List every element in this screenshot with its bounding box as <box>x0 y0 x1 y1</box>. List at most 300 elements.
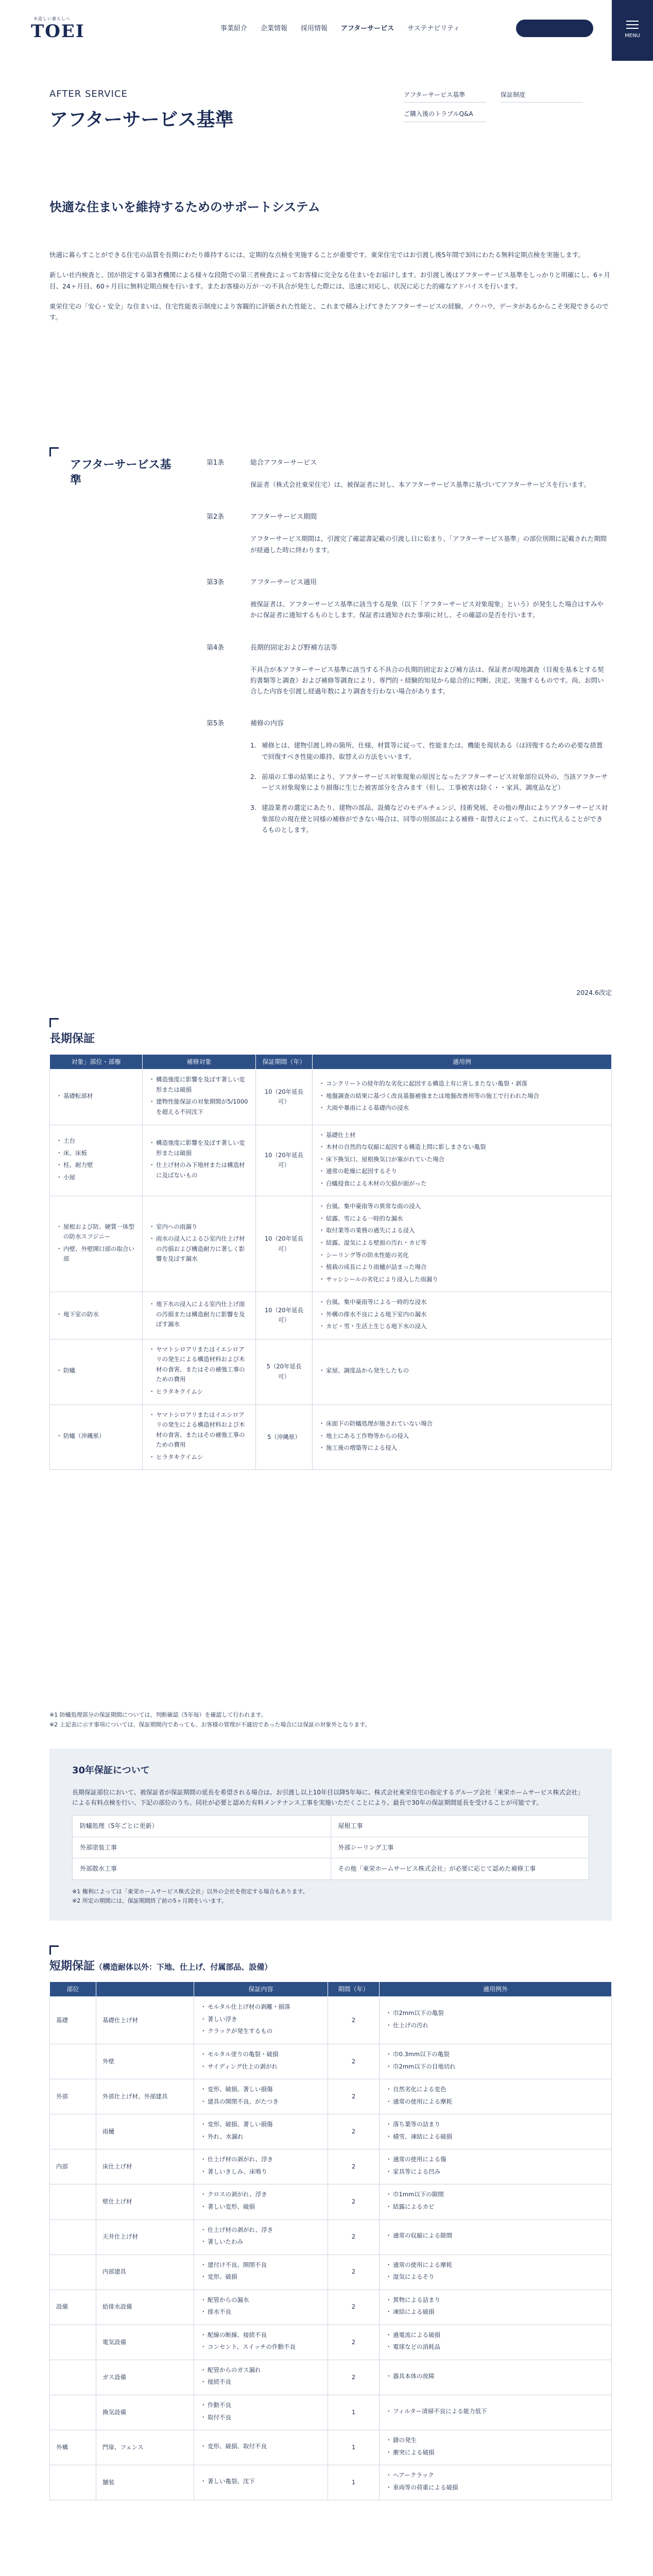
bullet-item: ・ 防蟻（沖縄県） <box>56 1431 136 1442</box>
examples-cell <box>380 2079 612 2114</box>
bullet-item: ・ 巾2mm以下の目地切れ <box>386 2062 605 2072</box>
part-cell <box>50 1070 143 1125</box>
table-row <box>50 1125 612 1196</box>
target-cell <box>194 2219 328 2255</box>
global-nav <box>220 23 460 35</box>
period-cell: 2 <box>328 2184 380 2219</box>
bullet-item: ・ 柱、耐力壁 <box>56 1160 136 1171</box>
article-title: 総合アフターサービス <box>250 459 317 467</box>
target-cell <box>194 2184 328 2219</box>
short-warranty-table <box>49 1981 612 2500</box>
thirty-year-box <box>49 1749 612 1921</box>
table-row <box>50 2184 612 2219</box>
article-item: 2. 前項の工事の結果により、アフターサービス対象現象の原因となったアフターサービス対象部位以外の、当該アフターサービス対象現象により損傷に生じた被害部分を含みます（但し、工事被害は除く・・家具、調度品など） <box>250 771 608 793</box>
thirty-year-body: 長期保証部位において、被保証者が保証期間の延長を希望される場合は、お引渡し以上10年目以降5年毎に、株式会社東栄住宅の指定するグループ会社「東栄ホームサービス株式会社」による有料点検を行い、下記の部位のうち、同社が必要と認めた有料メンテナンス工事を実施いただくことにより、最長で30年の保証期間延長を受けることが可能です。 <box>72 1788 584 1806</box>
bullet-item: ・ 取付業等の業務の過失による浸入 <box>319 1226 605 1236</box>
article-number: 第2条 <box>207 513 225 521</box>
article-title: アフターサービス適用 <box>250 578 317 586</box>
bullet-item: ・ サッシシールの劣化により浸入した雨漏り <box>319 1275 605 1285</box>
short-warranty-heading: 短期保証 <box>49 1960 95 1973</box>
bullet-item: ・ 基礎転部材 <box>56 1091 136 1101</box>
bullet-item: ・ 自然劣化による変色 <box>386 2084 605 2095</box>
long-warranty-notes <box>49 1710 612 1730</box>
part-cell: 床仕上げ材 <box>96 2149 194 2184</box>
target-cell <box>194 2079 328 2114</box>
bullet-item: ・ 白蟻侵食による木材の欠損が面がった <box>319 1179 605 1189</box>
period-cell: 5（20年延長可） <box>256 1339 313 1404</box>
anchor-link-warranty[interactable]: 保証制度 <box>501 90 583 103</box>
column-header <box>96 1982 194 1997</box>
bullet-list <box>200 2477 321 2487</box>
bullet-list <box>200 2155 321 2177</box>
part-cell: 基礎仕上げ材 <box>96 1997 194 2044</box>
bullet-item: ・ 変形、破損、著しい損傷 <box>200 2084 321 2095</box>
period-cell: 10（20年延長可） <box>256 1070 313 1125</box>
column-header: 期間（年） <box>328 1982 380 1997</box>
bullet-item: ・ 作動不良 <box>200 2400 321 2411</box>
bullet-list <box>200 2120 321 2142</box>
bullet-item: ・ コンクリートの経年的な劣化に起因する構造上有に害しまたない亀裂・剥落 <box>319 1079 605 1089</box>
logo[interactable] <box>31 15 85 42</box>
article <box>207 718 608 844</box>
bullet-item: ・ 台風、集中豪雨等による一時的な浸水 <box>319 1297 605 1308</box>
logo-wordmark: TOEI <box>31 21 85 42</box>
bullet-item: ・ 内壁、外壁開口部の取合い部 <box>56 1244 136 1264</box>
part-cell: ガス設備 <box>96 2360 194 2395</box>
bullet-item: ・ 衝突による破損 <box>386 2448 605 2458</box>
part-cell: 天井仕上げ材 <box>96 2219 194 2255</box>
bullet-item: ・ 巾1mm以下の隙間 <box>386 2190 605 2200</box>
bullet-list <box>200 2400 321 2422</box>
bullet-item: ・ 変形、破損、取付不良 <box>200 2442 321 2452</box>
bullet-item: ・ 結露、湿気による壁面の汚れ・カビ等 <box>319 1238 605 1248</box>
article <box>207 457 608 490</box>
bullet-item: ・ 湿気によるそり <box>386 2272 605 2282</box>
column-header: 保証期間（年） <box>256 1055 313 1070</box>
bullet-list <box>200 2049 321 2072</box>
bullet-item: ・ 床、床板 <box>56 1148 136 1159</box>
period-cell: 10（20年延長可） <box>256 1196 313 1292</box>
article-body: 被保証者は、アフターサービス基準に該当する現象（以下「アフターサービス対象現象」という）が発生した場合はすみやかに保証者に通知するものとします。保証者は通知された事項に対し、その確認の是否を行います。 <box>250 600 604 619</box>
bullet-item: ・ ヒラタキクイムシ <box>149 1387 249 1397</box>
target-cell <box>194 2290 328 2325</box>
nav-business[interactable]: 事業紹介 <box>220 25 248 32</box>
bullet-list <box>319 1366 605 1376</box>
examples-cell <box>313 1339 612 1404</box>
bullet-item: ・ クロスの剥がれ、浮き <box>200 2190 321 2200</box>
bullet-list <box>200 2260 321 2282</box>
footnote: ※2 上記表に示す事項については、保証期間内であっても、お客様の管理が不適切であった場合には保証の対象外となります。 <box>49 1721 371 1728</box>
examples-cell <box>380 2184 612 2219</box>
table-row <box>50 2255 612 2290</box>
table-row <box>50 2465 612 2500</box>
bullet-list <box>319 1419 605 1453</box>
bullet-item: ・ 取付不良 <box>200 2413 321 2423</box>
target-cell <box>143 1404 256 1470</box>
examples-cell <box>380 2395 612 2430</box>
bullet-list <box>386 2406 605 2417</box>
section-cell <box>50 2325 96 2360</box>
bullet-item: ・ 木材の自然的な収縮に起因する構造上問に影しまさない亀裂 <box>319 1142 605 1153</box>
bullet-item: ・ 配線の断線、接続不良 <box>200 2330 321 2341</box>
bullet-item: ・ 異物による詰まり <box>386 2295 605 2306</box>
bullet-item: ・ 床面下の防蟻処理が施されていない場合 <box>319 1419 605 1429</box>
bullet-list <box>56 1091 136 1101</box>
page-eyebrow: AFTER SERVICE <box>49 89 128 99</box>
footnote: ※1 権利によっては「東栄ホームサービス株式会社」以外の会社を指定する場合もあります。 <box>72 1888 308 1895</box>
section-cell <box>50 2219 96 2255</box>
period-cell: 2 <box>328 2114 380 2149</box>
table-row <box>50 2395 612 2430</box>
column-header: 対象」部位・部権 <box>50 1055 143 1070</box>
table-row <box>50 1404 612 1470</box>
target-cell <box>194 2255 328 2290</box>
article-title: 長期的固定および野補方法等 <box>250 643 338 652</box>
bullet-list <box>200 2442 321 2452</box>
footnote: ※1 防蟻処理部分の保証期間については、判断確認（5年毎）を確認して行われます。 <box>49 1711 267 1718</box>
examples-cell <box>380 2325 612 2360</box>
section-cell <box>50 2360 96 2395</box>
bullet-list <box>149 1222 249 1264</box>
article-title: 補修の内容 <box>250 720 284 728</box>
column-header: 適用例 <box>313 1055 612 1070</box>
bullet-item: ・ 変形、破損 <box>200 2272 321 2282</box>
section-cell <box>50 2465 96 2500</box>
period-cell: 2 <box>328 1997 380 2044</box>
bullet-item: ・ クラックが発生するもの <box>200 2026 321 2037</box>
menu-icon-bar <box>626 21 639 22</box>
bullet-item: ・ 構造強度に影響を及ぼす著しい変形または破損 <box>149 1138 249 1158</box>
long-warranty-title: 長期保証 <box>49 1032 95 1045</box>
bullet-item: ・ 土台 <box>56 1136 136 1146</box>
column-header: 保証内容 <box>194 1982 328 1997</box>
section-cell: 設備 <box>50 2290 96 2325</box>
nav-sustainability[interactable]: サステナビリティ <box>407 25 460 32</box>
examples-cell <box>380 2044 612 2079</box>
bullet-list <box>386 2084 605 2107</box>
bullet-list <box>149 1138 249 1180</box>
standards-section <box>49 447 612 1009</box>
section-cell <box>50 2044 96 2079</box>
menu-icon-bar <box>626 24 639 25</box>
period-cell: 10（20年延長可） <box>256 1125 313 1196</box>
examples-cell <box>380 2430 612 2465</box>
bullet-list <box>319 1201 605 1284</box>
examples-cell <box>380 2290 612 2325</box>
bullet-item: ・ 器具本体の故障 <box>386 2371 605 2382</box>
target-cell <box>143 1125 256 1196</box>
article-item: 3. 建設業者の選定にあたり、建物の部品、設備などのモデルチェンジ、技術発展、その他の理由によりアフターサービス対象部位の現在使と同様の補修ができない場合は、同等の別部品による補修・取替えによって、これに代えることができるものとします。 <box>250 802 608 835</box>
intro-paragraph: 快適に暮らすことができる住宅の品質を長期にわたり維持するには、定期的な点検を実施することが重要です。東栄住宅ではお引渡し後5年間で3回にわたる無料定期点検を実施します。 <box>49 251 585 259</box>
period-cell: 2 <box>328 2290 380 2325</box>
thirty-year-items <box>72 1815 589 1879</box>
header-action-pill[interactable] <box>516 20 593 37</box>
bullet-item: ・ 建物性能保証の対象期間が5/1000を超える不同沈下 <box>149 1097 249 1117</box>
nav-recruit[interactable]: 採用情報 <box>301 25 328 32</box>
maintenance-item: その他「東栄ホームサービス株式会社」が必要に応じて認めた補修工事 <box>331 1858 589 1879</box>
table-row <box>50 1196 612 1292</box>
table-row <box>50 2219 612 2255</box>
article-body: アフターサービス期間は、引渡完了確認書記載の引渡し日に始まり、「アフターサービス基準」の部位別期に記載された期間が経過した時に終わります。 <box>250 535 607 554</box>
bullet-item: ・ 過電流による破損 <box>386 2330 605 2341</box>
period-cell: 5（沖縄県） <box>256 1404 313 1470</box>
bullet-list <box>386 2435 605 2458</box>
bullet-list <box>386 2049 605 2072</box>
intro-paragraph: 新しい社内検査と、国が指定する第3者機関による様々な段階での第三者検査によってお客様に完全なる住まいをお届けします。お引渡し後はアフターサービス基準をしっかりと明確にし、6ヶ月目、24ヶ月目、60ヶ月目に無料定期点検を行います。またお客様の万が一の不具合が発生した際には、迅速に対応し、状況に応じた的確なアドバイスを行います。 <box>49 271 611 290</box>
bullet-item: ・ 地上にある工作物等からの侵入 <box>319 1431 605 1442</box>
part-cell: 内部建具 <box>96 2255 194 2290</box>
examples-cell <box>380 2149 612 2184</box>
bullet-item: ・ 台風、集中豪雨等の異常な雨の浸入 <box>319 1201 605 1212</box>
bullet-item: ・ 家具等による凹み <box>386 2167 605 2177</box>
standards-title: アフターサービス基準 <box>70 459 171 487</box>
article-number: 第3条 <box>207 578 225 586</box>
part-cell: 壁仕上げ材 <box>96 2184 194 2219</box>
bullet-item: ・ 落ち葉等の詰まり <box>386 2120 605 2130</box>
intro-title: 快適な住まいを維持するためのサポートシステム <box>49 200 320 214</box>
bullet-item: ・ 仕上げ材の剥がれ、浮き <box>200 2225 321 2235</box>
bullet-list <box>319 1079 605 1113</box>
bullet-item: ・ モルタル仕上げ材の剥離・損落 <box>200 2002 321 2012</box>
section-cell <box>50 2395 96 2430</box>
article-item-text: 補修とは、建物引渡し時の箇所、仕様、材質等に従って、性能または、機能を現状ある（は回復するための必要な措置で回復すべき性能の維持、取替えの方法をいいます。 <box>262 741 603 760</box>
section-cell: 外部 <box>50 2079 96 2114</box>
bullet-item: ・ 地下室の防水 <box>56 1310 136 1320</box>
section-cell: 基礎 <box>50 1997 96 2044</box>
part-cell: 門扉、フェンス <box>96 2430 194 2465</box>
period-cell: 1 <box>328 2430 380 2465</box>
bullet-item: ・ 排水不良 <box>200 2307 321 2317</box>
bullet-list <box>56 1136 136 1182</box>
examples-cell <box>380 2114 612 2149</box>
bullet-item: ・ カビ・雪・生活上生じる地下水の浸入 <box>319 1321 605 1332</box>
period-cell: 2 <box>328 2325 380 2360</box>
bullet-item: ・ 結露によるカビ <box>386 2202 605 2212</box>
maintenance-item: 屋根工事 <box>331 1816 589 1837</box>
bullet-item: ・ 室内への雨漏り <box>149 1222 249 1232</box>
bullet-item: ・ 配管からの漏水 <box>200 2295 321 2306</box>
bullet-item: ・ 仕上げ材のみ下地材または構造材に及ばないもの <box>149 1160 249 1180</box>
site-header <box>0 0 653 61</box>
bullet-list <box>386 2155 605 2177</box>
table-row <box>50 2044 612 2079</box>
bullet-list <box>200 2190 321 2212</box>
period-cell: 2 <box>328 2079 380 2114</box>
table-row <box>50 2114 612 2149</box>
bullet-item: ・ 通常の使用による傷 <box>386 2155 605 2165</box>
part-cell <box>50 1196 143 1292</box>
part-cell <box>50 1292 143 1340</box>
bullet-item: ・ 植栽の成長により雨樋が詰まった場合 <box>319 1262 605 1273</box>
section-cell: 外構 <box>50 2430 96 2465</box>
bullet-list <box>200 2365 321 2387</box>
bullet-item: ・ 変形、破損、著しい損傷 <box>200 2120 321 2130</box>
examples-cell <box>313 1404 612 1470</box>
bullet-list <box>200 2002 321 2037</box>
article-item-text: 建設業者の選定にあたり、建物の部品、設備などのモデルチェンジ、技術発展、その他の理由によりアフターサービス対象部位の現在使と同様の補修ができない場合は、同等の別部品による補修・取替えによって、これに代えることができるものとします。 <box>262 804 608 834</box>
column-header: 補修対象 <box>143 1055 256 1070</box>
part-cell: 雨樋 <box>96 2114 194 2149</box>
examples-cell <box>313 1125 612 1196</box>
column-header: 適用例外 <box>380 1982 612 1997</box>
table-row <box>50 1339 612 1404</box>
bullet-item: ・ 巾2mm以下の亀裂 <box>386 2008 605 2019</box>
bullet-item: ・ 錆の発生 <box>386 2435 605 2446</box>
footnote: ※2 所定の期間には、保証期間終了前の5ヶ月間をいいます。 <box>72 1897 227 1905</box>
period-cell: 2 <box>328 2255 380 2290</box>
target-cell <box>194 2395 328 2430</box>
bullet-item: ・ 施工後の増築等による侵入 <box>319 1443 605 1453</box>
bullet-list <box>149 1299 249 1330</box>
anchor-link-standards[interactable]: アフターサービス基準 <box>404 90 486 103</box>
examples-cell <box>380 2360 612 2395</box>
examples-cell <box>313 1070 612 1125</box>
bullet-item: ・ 外構の排水不良による地下室内の漏水 <box>319 1310 605 1320</box>
article-number: 第5条 <box>207 720 225 728</box>
bullet-item: ・ 仕上げ材の剥がれ、浮き <box>200 2155 321 2165</box>
table-row <box>50 2430 612 2465</box>
menu-label: MENU <box>625 33 640 39</box>
target-cell <box>194 2044 328 2079</box>
bullet-list <box>200 2225 321 2247</box>
article-title: アフターサービス期間 <box>250 513 317 521</box>
bullet-item: ・ 仕上げの汚れ <box>386 2021 605 2031</box>
logo-tagline: 木造しい暮らしへ <box>33 16 71 21</box>
target-cell <box>194 2149 328 2184</box>
bullet-item: ・ 外れ、水漏れ <box>200 2132 321 2142</box>
examples-cell <box>380 2465 612 2500</box>
bullet-item: ・ モルタル塗りの亀裂・破損 <box>200 2049 321 2060</box>
target-cell <box>194 2360 328 2395</box>
menu-button[interactable] <box>612 0 653 61</box>
table-row <box>50 1997 612 2044</box>
article-number: 第4条 <box>207 643 225 652</box>
examples-cell <box>380 2219 612 2255</box>
bullet-item: ・ 床下換気口、屋根換気口が塞がれていた場合 <box>319 1155 605 1165</box>
period-cell: 2 <box>328 2219 380 2255</box>
bullet-list <box>200 2330 321 2352</box>
bullet-item: ・ 構造強度に影響を及ぼす著しい変形または破損 <box>149 1075 249 1095</box>
bullet-item: ・ 凍結による破損 <box>386 2307 605 2317</box>
thirty-year-title: 30年保証について <box>72 1765 150 1776</box>
anchor-links <box>404 90 610 128</box>
bullet-list <box>56 1310 136 1320</box>
bullet-list <box>386 2231 605 2241</box>
bullet-item: ・ 結露、雪による一時的な漏水 <box>319 1214 605 1224</box>
bullet-list <box>386 2470 605 2493</box>
part-cell <box>50 1125 143 1196</box>
bullet-item: ・ 通常の収縮による隙間 <box>386 2231 605 2241</box>
table-row <box>50 2290 612 2325</box>
maintenance-item: 防蟻処理（5年ごとに更新） <box>73 1816 331 1837</box>
bullet-item: ・ 著しい変形、破損 <box>200 2202 321 2212</box>
article <box>207 577 608 621</box>
bullet-list <box>56 1222 136 1264</box>
short-warranty-subtitle: （構造耐体以外：下地、仕上げ、付属部品、設備） <box>95 1962 272 1972</box>
part-cell: 外部仕上げ材、外部建具 <box>96 2079 194 2114</box>
maintenance-item: 外部散水工事 <box>73 1858 331 1879</box>
part-cell <box>50 1339 143 1404</box>
nav-after-service[interactable]: アフターサービス <box>341 25 394 32</box>
bullet-item: ・ ヤマトシロアリまたはイエシロアリの発生による構造材料および木材の食害、またはその補強工事のための費用 <box>149 1345 249 1385</box>
bullet-item: ・ 地盤調査の結果に基づく改良基盤補強または地盤改善用等の施工で行われた場合 <box>319 1091 605 1101</box>
bullet-item: ・ 著しい浮き <box>200 2014 321 2025</box>
bullet-item: ・ 接続不良 <box>200 2377 321 2387</box>
period-cell: 2 <box>328 2149 380 2184</box>
bullet-item: ・ 積雪、凍結による破損 <box>386 2132 605 2142</box>
target-cell <box>143 1196 256 1292</box>
bullet-item: ・ コンセント、スイッチの作動不良 <box>200 2342 321 2352</box>
article <box>207 642 608 697</box>
examples-cell <box>380 2255 612 2290</box>
period-cell: 1 <box>328 2395 380 2430</box>
bullet-item: ・ 巾0.3mm以下の亀裂 <box>386 2049 605 2060</box>
bullet-list <box>386 2330 605 2352</box>
period-cell: 2 <box>328 2044 380 2079</box>
bullet-list <box>149 1075 249 1117</box>
section-cell: 内部 <box>50 2149 96 2184</box>
target-cell <box>143 1070 256 1125</box>
bullet-item: ・ 建具の開閉不良、がたつき <box>200 2097 321 2107</box>
long-warranty-table <box>49 1054 612 1470</box>
part-cell: 舗装 <box>96 2465 194 2500</box>
bullet-item: ・ ヤマトシロアリまたはイエシロアリの発生による構造材料および木材の食害、またはその補強工事のための費用 <box>149 1410 249 1450</box>
bullet-item: ・ 防蟻 <box>56 1366 136 1376</box>
standards-articles <box>207 457 608 866</box>
bullet-list <box>386 2295 605 2317</box>
target-cell <box>194 2465 328 2500</box>
bullet-item: ・ 家屋、調度品から発生したもの <box>319 1366 605 1376</box>
intro-paragraph: 東栄住宅の「安心・安全」な住まいは、住宅性能表示制度により客観的に評価された性能と、これまで積み上げてきたアフターサービスの経験、ノウハウ、データがあるからこそ実現できるのです。 <box>49 302 609 321</box>
bullet-item: ・ 屋根および防、硬質一体型の防水スフジニー <box>56 1222 136 1242</box>
bullet-list <box>56 1366 136 1376</box>
bullet-item: ・ シーリング等の防水性能の劣化 <box>319 1250 605 1261</box>
examples-cell <box>313 1292 612 1340</box>
bullet-list <box>319 1297 605 1332</box>
maintenance-item: 外部塗装工事 <box>73 1837 331 1858</box>
bullet-list <box>56 1431 136 1442</box>
bullet-item: ・ 基礎仕上材 <box>319 1130 605 1141</box>
page-title: アフターサービス基準 <box>49 109 234 130</box>
article-item: 1. 補修とは、建物引渡し時の箇所、仕様、材質等に従って、性能または、機能を現状ある（は回復するための必要な措置で回復すべき性能の維持、取替えの方法をいいます。 <box>250 740 608 762</box>
part-cell: 換気設備 <box>96 2395 194 2430</box>
period-cell: 1 <box>328 2465 380 2500</box>
table-row <box>50 2079 612 2114</box>
part-cell: 外壁 <box>96 2044 194 2079</box>
short-warranty-title <box>49 1957 272 1976</box>
section-cell <box>50 2114 96 2149</box>
target-cell <box>143 1292 256 1340</box>
anchor-link-faq[interactable]: ご購入後のトラブルQ&A <box>404 109 486 122</box>
bullet-list <box>149 1345 249 1397</box>
bullet-list <box>319 1130 605 1189</box>
table-row <box>50 2325 612 2360</box>
examples-cell <box>313 1196 612 1292</box>
article-items <box>250 740 608 835</box>
bullet-item: ・ 建付け不良、開閉不良 <box>200 2260 321 2270</box>
bullet-list <box>386 2190 605 2212</box>
nav-company[interactable]: 企業情報 <box>261 25 288 32</box>
bullet-list <box>386 2008 605 2030</box>
bullet-list <box>386 2371 605 2382</box>
bullet-item: ・ 地下水の浸入による室内仕上げ面の汚損または構造耐力に影響を及ぼす漏水 <box>149 1299 249 1330</box>
part-cell: 電気設備 <box>96 2325 194 2360</box>
bullet-item: ・ 著しいきしみ、床鳴り <box>200 2167 321 2177</box>
article <box>207 512 608 555</box>
bullet-item: ・ 配管からのガス漏れ <box>200 2365 321 2376</box>
section-cell <box>50 2255 96 2290</box>
bullet-item: ・ サイディング仕上の剥がれ <box>200 2062 321 2072</box>
